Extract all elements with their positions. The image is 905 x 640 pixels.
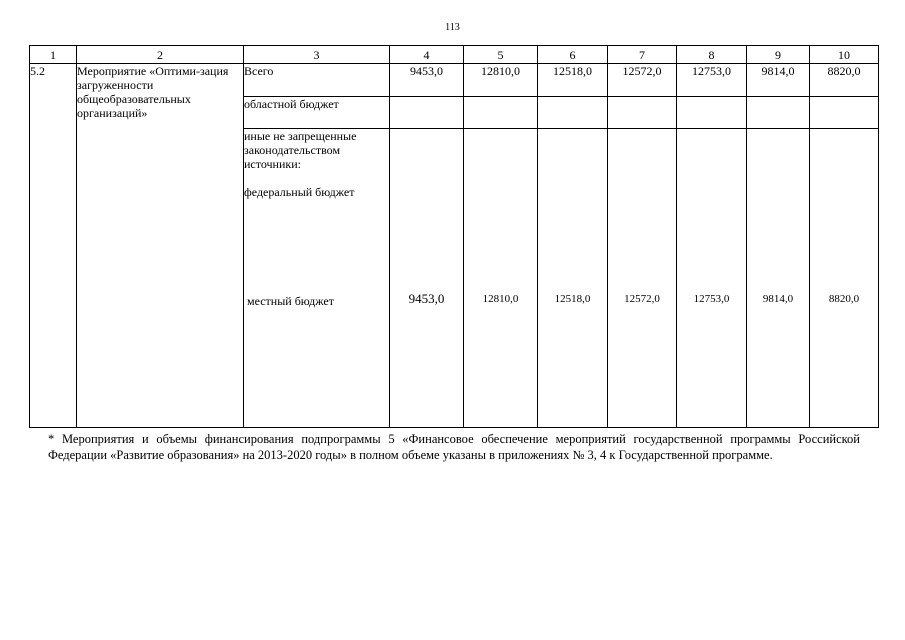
source-label-local: местный бюджет: [247, 294, 334, 308]
value-cell: [464, 97, 538, 129]
source-labels-other: [244, 129, 390, 428]
column-header: 4: [390, 46, 464, 64]
column-header: 10: [810, 46, 879, 64]
source-label-federal: федеральный бюджет: [244, 185, 355, 199]
local-value: 8820,0: [828, 293, 860, 305]
value-cell: [608, 129, 677, 428]
source-label-total: Всего: [244, 64, 390, 97]
value-cell: 9814,0: [747, 64, 810, 97]
column-header: 7: [608, 46, 677, 64]
local-value: 12810,0: [482, 293, 519, 305]
value-cell: [390, 97, 464, 129]
value-cell: 8820,0: [810, 64, 879, 97]
column-header: 3: [244, 46, 390, 64]
column-header: 1: [30, 46, 77, 64]
local-value: 12518,0: [554, 293, 591, 305]
value-cell: 12810,0: [464, 64, 538, 97]
value-cell: [538, 129, 608, 428]
value-cell: [810, 97, 879, 129]
column-header: 6: [538, 46, 608, 64]
value-cell: [464, 129, 538, 428]
source-label-other: иные не запрещенные законодательством источники:: [244, 129, 357, 171]
table-row-total: [30, 64, 879, 97]
value-cell: [747, 129, 810, 428]
value-cell: 9453,0: [390, 64, 464, 97]
value-cell: [390, 129, 464, 428]
activity-name: Мероприятие «Оптими-зация загруженности общеобразовательных организаций»: [77, 64, 244, 428]
local-value: 9814,0: [762, 293, 794, 305]
value-cell: [747, 97, 810, 129]
footnote: * Мероприятия и объемы финансирования подпрограммы 5 «Финансовое обеспечение мероприятий государственной программы Российской Федерации «Развитие образования» на 2013-2020 годы» в полном объеме указаны в приложениях № 3, 4 к Государственной программе.: [48, 432, 860, 462]
financing-table: [29, 45, 879, 428]
value-cell: 12753,0: [677, 64, 747, 97]
value-cell: [608, 97, 677, 129]
source-label-regional: областной бюджет: [244, 97, 390, 129]
value-cell: [538, 97, 608, 129]
row-id: 5.2: [30, 64, 77, 428]
column-header: 5: [464, 46, 538, 64]
value-cell: 12518,0: [538, 64, 608, 97]
local-value: 12753,0: [693, 293, 730, 305]
column-header: 2: [77, 46, 244, 64]
column-header: 8: [677, 46, 747, 64]
page-number: 113: [445, 22, 460, 33]
table-header-row: [30, 46, 879, 64]
local-value: 9453,0: [408, 291, 445, 306]
value-cell: [810, 129, 879, 428]
value-cell: 12572,0: [608, 64, 677, 97]
value-cell: [677, 129, 747, 428]
local-value: 12572,0: [624, 293, 660, 305]
value-cell: [677, 97, 747, 129]
column-header: 9: [747, 46, 810, 64]
